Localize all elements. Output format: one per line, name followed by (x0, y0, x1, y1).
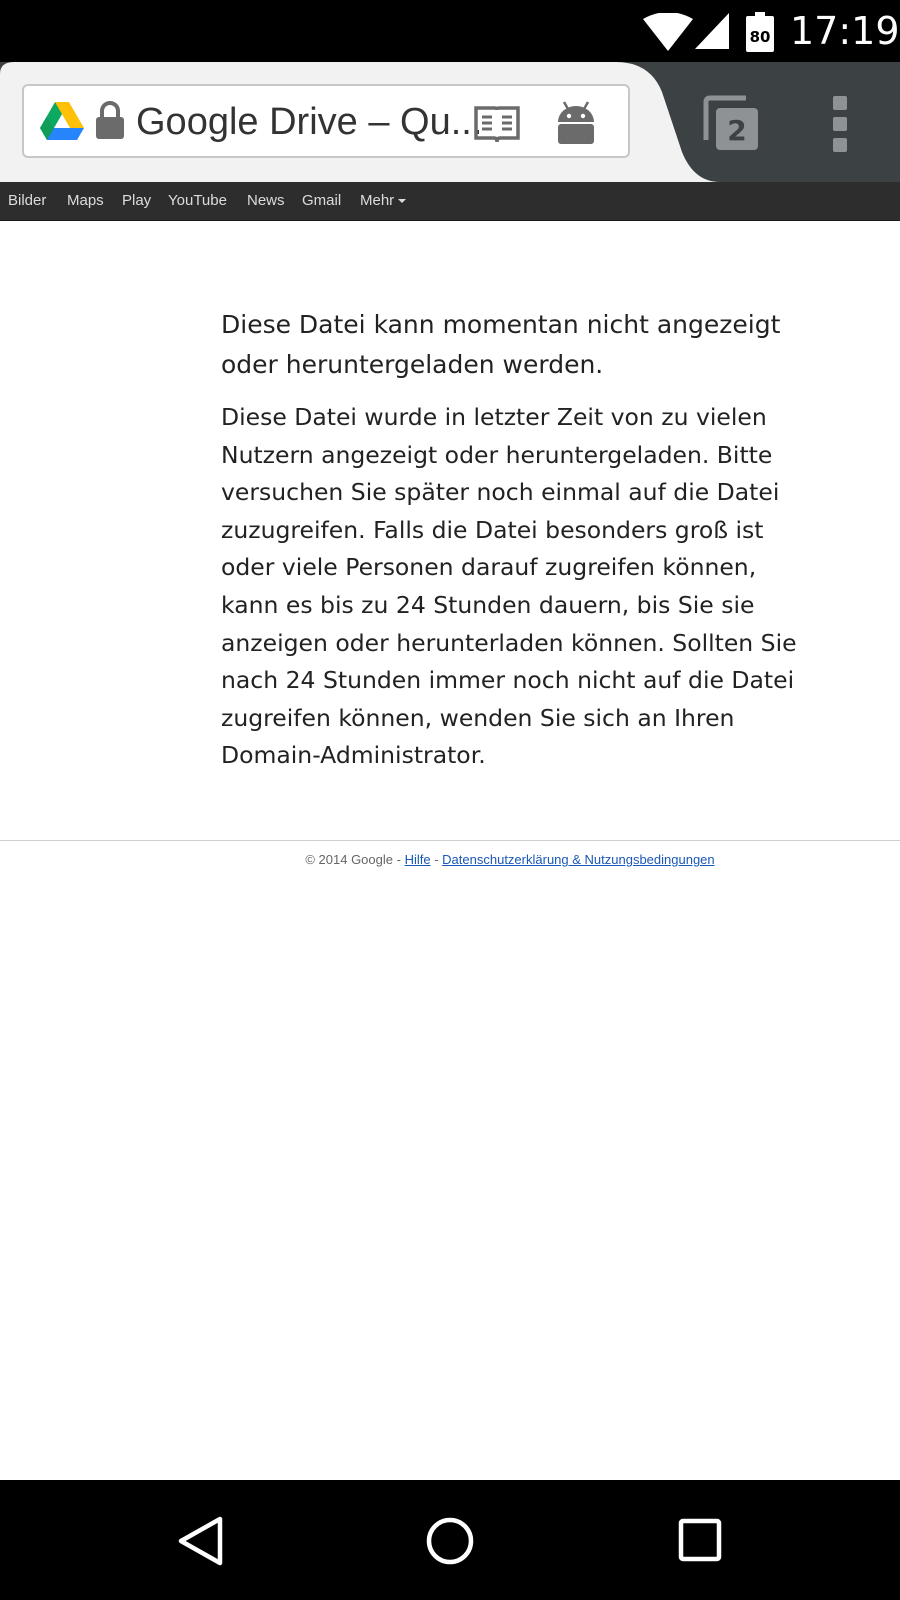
browser-toolbar (0, 62, 900, 182)
status-bar (0, 0, 900, 62)
wifi-icon (643, 13, 693, 51)
google-drive-icon (40, 102, 84, 142)
tabs-icon[interactable] (702, 94, 762, 154)
google-nav-bar (0, 182, 900, 221)
main-content (221, 305, 801, 775)
back-icon[interactable] (176, 1516, 224, 1566)
gbar-link-bilder[interactable]: Bilder (8, 192, 47, 209)
system-nav-bar (0, 1480, 900, 1600)
gbar-link-gmail[interactable]: Gmail (302, 192, 342, 209)
footer-separator: - (434, 852, 439, 867)
tab-count: 2 (727, 114, 747, 147)
gbar-more-menu[interactable] (360, 182, 406, 220)
gbar-more-label: Mehr (360, 192, 395, 209)
copyright: © 2014 Google - (305, 852, 401, 867)
omnibox[interactable] (22, 84, 630, 158)
battery-icon (746, 12, 774, 52)
signal-icon (695, 13, 729, 49)
battery-level: 80 (749, 28, 771, 46)
help-link[interactable]: Hilfe (404, 852, 431, 867)
reader-mode-icon[interactable] (474, 104, 520, 144)
gbar-link-maps[interactable]: Maps (67, 192, 104, 209)
gbar-link-youtube[interactable]: YouTube (168, 192, 227, 209)
error-message: Diese Datei wurde in letzter Zeit von zu vielen Nutzern angezeigt oder heruntergeladen. Bitte versuchen Sie später noch einmal auf die Datei zuzugreifen. Falls die Datei besonders groß ist oder viele Personen darauf zugreifen können, kann es bis zu 24 Stunden dauern, bis Sie sie anzeigen oder herunterladen können. Sollten Sie nach 24 Stunden immer noch nicht auf die Datei zugreifen können, wenden Sie sich an Ihren Domain-Administrator. (221, 403, 797, 770)
overflow-menu-icon[interactable] (826, 94, 854, 154)
recents-icon[interactable] (678, 1518, 722, 1562)
footer-divider (0, 840, 900, 841)
lock-icon[interactable] (94, 100, 126, 140)
gbar-link-news[interactable]: News (247, 192, 285, 209)
privacy-terms-link[interactable]: Datenschutzerklärung & Nutzungsbedingungen (442, 852, 715, 867)
footer (0, 852, 900, 867)
status-time: 17:19 (790, 9, 900, 53)
android-icon[interactable] (554, 100, 598, 144)
gbar-link-play[interactable]: Play (122, 192, 152, 209)
chevron-down-icon (398, 199, 406, 203)
home-icon[interactable] (425, 1516, 475, 1566)
error-heading: Diese Datei kann momentan nicht angezeigt oder heruntergeladen werden. (221, 310, 781, 379)
page-title[interactable]: Google Drive – Qu... (136, 101, 483, 143)
